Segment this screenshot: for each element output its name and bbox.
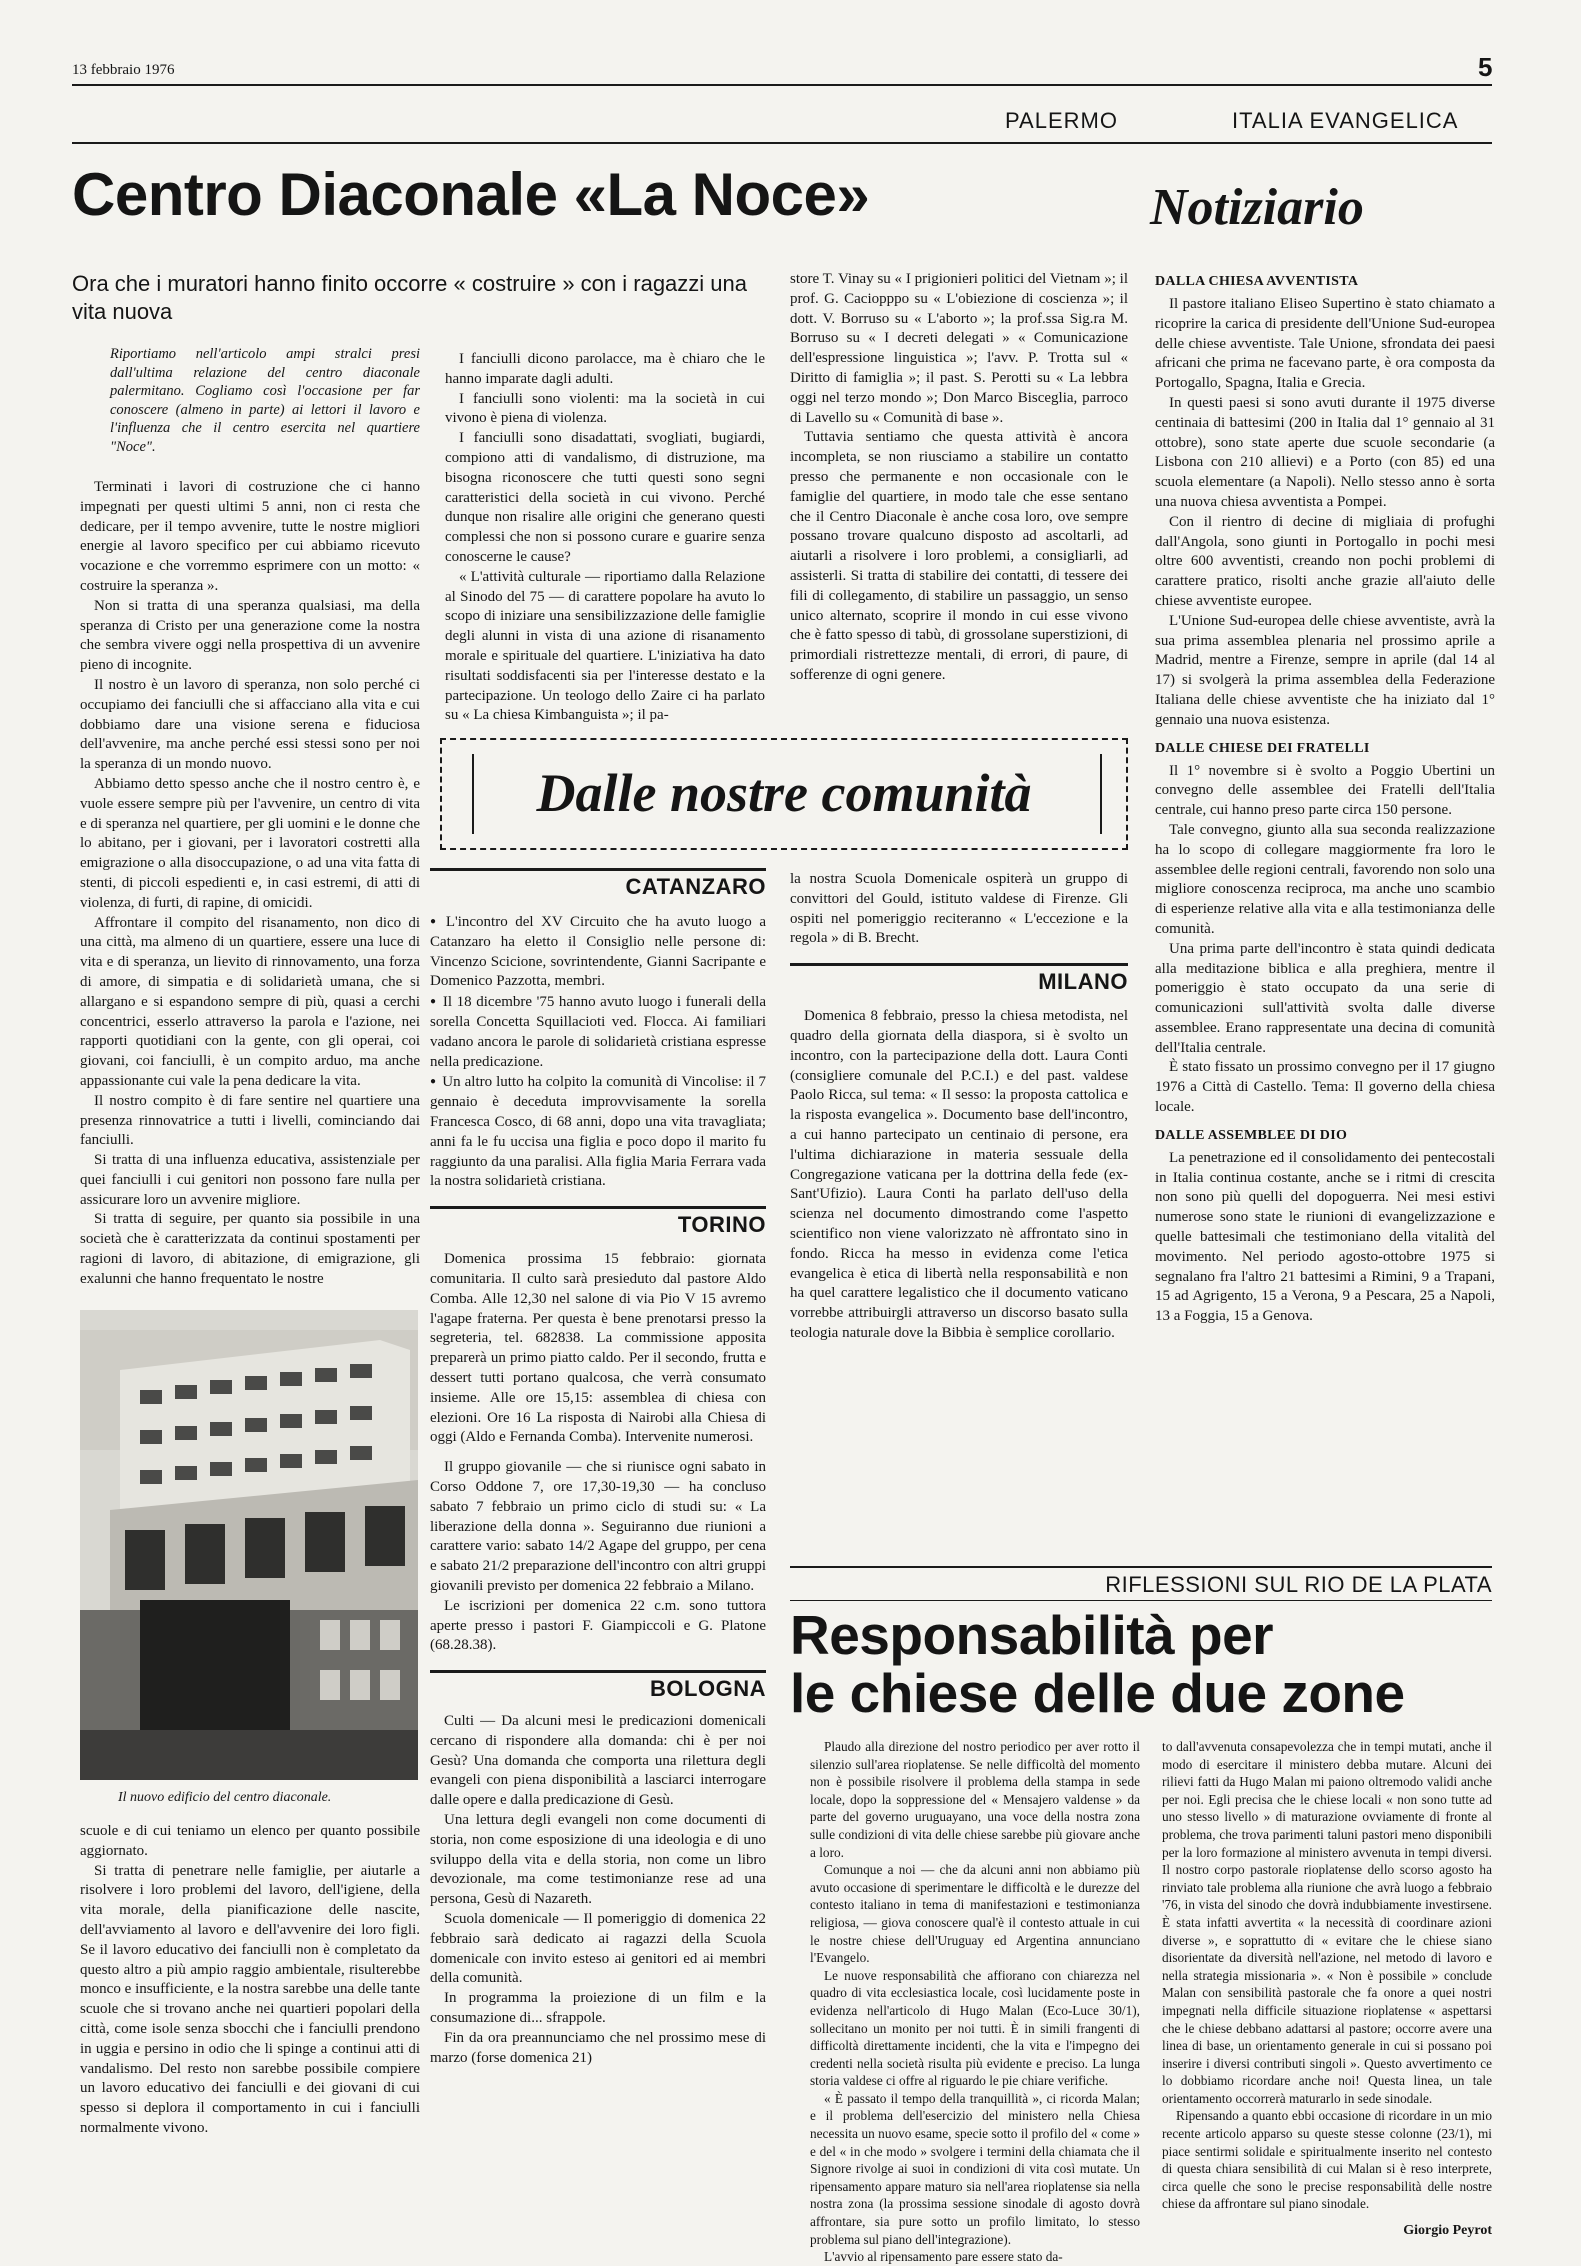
notiziario-col [1155, 270, 1495, 1327]
paragraph: È stato fissato un prossimo convegno per il 17 giugno 1976 a Città di Castello. Tema: Il governo della chiesa locale. [1155, 1059, 1495, 1116]
paragraph: I fanciulli dicono parolacce, ma è chiaro che le hanno imparate dagli adulti. [445, 351, 765, 387]
paragraph: store T. Vinay su « I prigionieri politici del Vietnam »; il prof. G. Caciopppo su « L'obiezione di coscienza »; il dott. V. Borruso su « L'aborto »; la prof.ssa Sig.ra M. Borruso su « I decreti delegati » « Comunicazione dell'espressione linguistica »; l'avv. P. Trotta sul « Diritto di famiglia »; il past. S. Perotti su « La lebbra oggi nel terzo mondo »; Don Marco Bisceglia, parroco di Lavello su « Comunità di base ». [790, 271, 1128, 426]
article1-col3 [790, 270, 1128, 686]
article3-col2 [1162, 1738, 1492, 2239]
article-intro: Riportiamo nell'articolo ampi stralci presi dall'ultima relazione del centro diaconale palermitano. Cogliamo così l'occasione per far conoscere (almeno in parte) ai lettori il lavoro e l'influenza che il centro esercita nel quartiere "Noce". [110, 346, 420, 455]
notiziario-heading: DALLA CHIESA AVVENTISTA [1155, 274, 1359, 289]
notiziario-title: Notiziario [1150, 179, 1364, 236]
comunita-col-right [790, 870, 1128, 1344]
paragraph: scuole e di cui teniamo un elenco per quanto possibile aggiornato. [80, 1823, 420, 1859]
paragraph: Si tratta di seguire, per quanto sia possibile in una società che è caratterizzata da continui spostamenti per ragioni di lavoro, di abitazione, di emigrazione, gli exalunni che hanno frequentato le nostre [80, 1211, 420, 1287]
page-number: 5 [1478, 52, 1493, 82]
section-italia-evangelica: ITALIA EVANGELICA [1232, 108, 1459, 133]
article-title: Centro Diaconale «La Noce» [72, 161, 870, 228]
paragraph: Terminati i lavori di costruzione che ci hanno impegnati per questi ultimi 5 anni, non ci resta che dedicare, per il tempo avvenire, tutte le nostre migliori energie al lavoro specifico per cui abbiamo ricevuto vocazione e che vorremmo esprimere con un motto: « costruire la speranza ». [80, 479, 420, 594]
photo-caption: Il nuovo edificio del centro diaconale. [118, 1790, 332, 1805]
paragraph: L'avvio al ripensamento pare essere stato da- [824, 2249, 1063, 2265]
paragraph: Non si tratta di una speranza qualsiasi, ma della speranza di Cristo per una generazione come la nostra che sembra vivere oggi nella prospettiva di un avvenire pieno di incognite. [80, 597, 420, 674]
paragraph: In programma la proiezione di un film e la consumazione di... sfrappole. [430, 1990, 766, 2027]
paragraph: Una lettura degli evangeli non come documenti di storia, non come esposizione di una ideologia e di uno sviluppo della vita e della storia, non come un libro devozionale, ma come testimonianze rese ad una persona, Gesù di Nazareth. [430, 1812, 766, 1908]
building-photo [80, 1310, 418, 1780]
city-bologna: BOLOGNA [430, 1670, 766, 1702]
paragraph: Ripensando a quanto ebbi occasione di ricordare in un mio recente articolo apparso su queste stesse colonne (23/1), mi piace sentirmi solidale e spiritualmente inserito nel contesto di questa chiara sensibilità di cui Malan si è reso interprete, circa quelle che sono le precise responsabilità delle nostre chiese da affrontare sul piano sinodale. [1162, 2108, 1492, 2212]
paragraph: Il pastore italiano Eliseo Supertino è stato chiamato a ricoprire la carica di presidente dell'Unione Sud-europea delle chiese avventiste. Tale Unione, sfrondata dei paesi africani che prima ne facevano parte, è ora composta da Portogallo, Spagna, Italia e Grecia. [1155, 296, 1495, 392]
paragraph: Domenica 8 febbraio, presso la chiesa metodista, nel quadro della giornata della diaspora, si è svolto un incontro, con la partecipazione della dott. Laura Conti (consigliere comunale del P.C.I.) e del past. valdese Paolo Ricca, sul tema: « Il sesso: la proposta cattolica e la risposta evangelica ». Documento base dell'incontro, a cui hanno partecipato un centinaio di persone, era l'ultima dichiarazione in materia sessuale della Congregazione vaticana per la dottrina della fede (ex-Sant'Ufizio). Laura Conti ha parlato dell'uso della scienza nel documento dimostrando come l'aspetto scientifico non viene valorizzato nè affrontato sino in fondo. Ricca ha messo in evidenza come l'etica evangelica è etica di libertà nella responsabilità e non ha quel carattere legalistico che il documento vaticano vorrebbe attribuirgli attraverso un discorso basato sulla teologia naturale dove la Bibbia è semplice corollario. [790, 1008, 1128, 1341]
article1-col2 [445, 350, 765, 726]
paragraph: Si tratta di una influenza educativa, assistenziale per quei fanciulli i cui genitori non possono fare nulla per assicurare loro un avvenire migliore. [80, 1152, 420, 1208]
city-catanzaro: CATANZARO [430, 868, 766, 900]
paragraph: la nostra Scuola Domenicale ospiterà un gruppo di convittori del Gould, istituto valdese di Firenze. Gli ospiti nel pomeriggio reciteranno « L'eccezione e la regola » di B. Brecht. [790, 871, 1128, 947]
article3-kicker: RIFLESSIONI SUL RIO DE LA PLATA [790, 1566, 1492, 1601]
paragraph: Tuttavia sentiamo che questa attività è ancora incompleta, se non riusciamo a stabilire un contatto presso che permanente e non occasionale con le famiglie del quartiere, in modo tale che esse sentano che il Centro Diaconale è anche cosa loro, ove sempre possano trovare qualcuno disposto ad ascoltarli, ad aiutarli a risolvere i loro problemi, a consigliarli, ad assisterli. Si tratta di stabilire dei contatti, di tessere dei fili di collegamento, di stabilire un passaggio, un senso unico alternato, scoprire il mondo in cui esse vivono che è fatto spesso di tabù, di grossolane superstizioni, di primordiali ristrettezze mentali, di errori, di paure, di sofferenze di ogni genere. [790, 429, 1128, 683]
paragraph: Fin da ora preannunciamo che nel prossimo mese di marzo (forse domenica 21) [430, 2029, 766, 2066]
paragraph: Il gruppo giovanile — che si riunisce ogni sabato in Corso Oddone 7, ore 17,30-19,30 — ha concluso sabato 7 febbraio un primo ciclo di studi su: « La liberazione della donna ». Seguiranno due riunioni a carattere vario: sabato 14/2 Agape del gruppo, per cena e sabato 21/2 preparazione dell'incontro con altri gruppi giovanili previsto per domenica 22 febbraio a Milano. [430, 1459, 766, 1594]
section-palermo: PALERMO [1005, 108, 1118, 133]
paragraph: Le nuove responsabilità che affiorano con chiarezza nel quadro di vita ecclesiastica locale, così lucidamente poste in evidenza nell'articolo di Hugo Malan (Eco-Luce 30/1), sollecitano un monito per noi tutti. È in simili frangenti di difficoltà direttamente incidenti, che la vita e l'impegno dei credenti nella società risulta più evidente e preciso. La lunga storia valdese ci offre al riguardo le pie chiare verifiche. [810, 1967, 1140, 2089]
paragraph: I fanciulli sono violenti: ma la società in cui vivono è piena di violenza. [445, 390, 765, 427]
comunita-banner [440, 738, 1128, 850]
paragraph: Domenica prossima 15 febbraio: giornata comunitaria. Il culto sarà presieduto dal pastore Aldo Comba. Alle 12,30 nel salone di via Pio V 15 avremo l'agape fraterna. Per questa è bene prenotarsi presso la segreteria, tel. 682838. La commissione apposita preparerà un primo piatto caldo. Per il secondo, frutta e dessert tutti portano qualcosa, che verrà consumato insieme. Alle ore 15,15: assemblea di chiesa con elezioni. Ore 16 La risposta di Nairobi alla Chiesa di oggi (Aldo e Fernanda Comba). Intervenite numerosi. [430, 1251, 766, 1446]
paragraph: Con il rientro di decine di migliaia di profughi dall'Angola, sono giunti in Portogallo in pochi mesi oltre 600 avventisti, creando non pochi problemi di carattere pratico, risolti anche grazie all'aiuto delle chiese avventiste europee. [1155, 513, 1495, 609]
paragraph: I fanciulli sono disadattati, svogliati, bugiardi, compiono atti di vandalismo, di distruzione, ma bisogna riconoscere che tutti questi sono segni caratteristici della società in cui vivono. Perché dunque non risalire alle origini che generano questi complessi che non si possono curare e guarire senza conoscerne le cause? [445, 430, 765, 565]
paragraph: Culti — Da alcuni mesi le predicazioni domenicali cercano di rispondere alla domanda: chi è per noi Gesù? Una domanda che comporta una rilettura degli evangeli con piena disponibilità a lasciarci interrogare dalle opere e dalla predicazione di Gesù. [430, 1713, 766, 1809]
paragraph: Il nostro è un lavoro di speranza, non solo perché ci occupiamo dei fanciulli che si affacciano alla vita e cui dobbiamo dare una visione serena e fiduciosa dell'avvenire, ma anche perché essi stessi sono per noi la speranza di un mondo nuovo. [80, 676, 420, 773]
bullet-item: ● Un altro lutto ha colpito la comunità di Vincolise: il 7 gennaio è deceduta improvvisamente la sorella Francesca Cosco, di 68 anni, dopo una vita travagliata; anni fa le fu uccisa una figlia e poco dopo il marito fu raggiunto da una paralisi. Alla figlia Maria Ferrara vada la nostra solidarietà cristiana. [430, 1072, 766, 1192]
paragraph: Le iscrizioni per domenica 22 c.m. sono tuttora aperte presso i pastori F. Giampiccoli e G. Platone (68.28.38). [430, 1597, 766, 1654]
article3-title-line1: Responsabilità per [790, 1604, 1274, 1666]
paragraph: Una prima parte dell'incontro è stata quindi dedicata alla meditazione biblica e alla preghiera, mentre il pomeriggio è stato occupato da una serie di comunicazioni sull'attività svolta dalle diverse assemblee. Erano rappresentate una decina di comunità dell'Italia centrale. [1155, 940, 1495, 1056]
section-rule [72, 142, 1492, 144]
paragraph: Plaudo alla direzione del nostro periodico per aver rotto il silenzio sull'area rioplatense. Se nelle difficoltà del momento non è possibile risolvere il problema della stampa in sede locale, dopo la soppressione del « Mensajero valdense » da parte del governo uruguayano, una voce della nostra zona sulle condizioni di vita delle chiese sarebbe più giovare anche a loro. [810, 1739, 1140, 1860]
city-torino: TORINO [430, 1206, 766, 1238]
bullet-item: ● L'incontro del XV Circuito che ha avuto luogo a Catanzaro ha eletto il Consiglio nelle persone di: Vincenzo Scicione, sovrintendente, Gianni Sacripante e Domenico Pazzotta, membri. [430, 912, 766, 992]
paragraph: Si tratta di penetrare nelle famiglie, per aiutarle a risolvere i loro problemi del lavoro, dell'igiene, della vita morale, della pianificazione delle nascite, dell'avviamento al lavoro e dell'avvenire dei loro figli. Se il lavoro educativo dei fanciulli non è completato da questo altro a più ampio raggio ambientale, risulterebbe monco e insufficiente, e la nostra sarebbe una delle tante scuole che si trovano anche nei quartieri popolari della città, come isole senza sbocchi che i fanciulli prendono in uggia e persino in odio che li spinge a continui atti di vandalismo. Del resto non sarebbe possibile compiere un lavoro educativo dei fanciulli e dei giovani di cui spesso si deplora il comportamento in cui i fanciulli normalmente vivono. [80, 1862, 420, 2136]
article-subtitle: Ora che i muratori hanno finito occorre « costruire » con i ragazzi una vita nuova [72, 271, 747, 324]
paragraph: Comunque a noi — che da alcuni anni non abbiamo più avuto occasione di sperimentare le difficoltà e le durezze del contesto italiano in tema di manifestazioni e testimonianza religiosa, — giova conoscere qual'è il contesto attuale in cui le nostre chiese dell'Uruguay ed Argentina annunciano l'Evangelo. [810, 1862, 1140, 1966]
comunita-col-left [430, 868, 766, 2068]
article1-col1b [80, 1822, 420, 2139]
article3-signature: Giorgio Peyrot [1403, 2223, 1492, 2239]
paragraph: In questi paesi si sono avuti durante il 1975 diverse centinaia di battesimi (200 in Italia dal 1° gennaio al 31 ottobre), sono state aperte due scuole secondarie (a Lisbona con 210 allievi) e a Porto (con 85) ed una scuola elementare (a Napoli). Nello stesso anno è sorta una nuova chiesa avventista a Pompei. [1155, 394, 1495, 510]
paragraph: Scuola domenicale — Il pomeriggio di domenica 22 febbraio sarà dedicato ai ragazzi della Scuola domenicale con invito esteso ai genitori ed ai membri della comunità. [430, 1911, 766, 1987]
paragraph: « L'attività culturale — riportiamo dalla Relazione al Sinodo del 75 — di carattere popolare ha avuto lo scopo di iniziare una sensibilizzazione delle famiglie degli alunni in vista di una azione di risanamento morale e spirituale del quartiere. L'iniziativa ha dato risultati soddisfacenti sia per l'interesse destato e la partecipazione. Un teologo dello Zaire ci ha parlato su « La chiesa Kimbanguista »; il pa- [445, 568, 765, 724]
building-photo-image [80, 1310, 418, 1780]
paragraph: Il 1° novembre si è svolto a Poggio Ubertini un convegno delle assemblee dei Fratelli dell'Italia centrale, cui hanno preso parte circa 150 persone. [1155, 762, 1495, 819]
paragraph: Abbiamo detto spesso anche che il nostro centro è, e vuole essere sempre più per l'avvenire, un centro di vita e di speranza nel quartiere, per gli uomini e le donne che lo abitano, per i giovani, per i lavoratori costretti alla emigrazione o alla disoccupazione, o ad una vita fatta di stenti, di piccoli espedienti e, in casi estremi, di atti di violenza, di furti, di rapine, di omicidi. [80, 775, 420, 911]
paragraph: La penetrazione ed il consolidamento dei pentecostali in Italia continua costante, anche se i ritmi di crescita non sono più quelli del dopoguerra. Nei mesi estivi numerose sono state le riunioni di evangelizzazione e quelle battesimali che testimoniano della vitalità del movimento. Nel periodo agosto-ottobre 1975 si segnalano fra l'altro 21 battesimi a Rimini, 9 a Trapani, 15 ad Agrigento, 15 a Verona, 9 a Pescara, 25 a Napoli, 13 a Foggia, 15 a Genova. [1155, 1149, 1495, 1325]
city-milano: MILANO [790, 963, 1128, 995]
paragraph: Il nostro compito è di fare sentire nel quartiere una presenza rinnovatrice a tutti i livelli, cominciando dai fanciulli. [80, 1092, 420, 1149]
notiziario-heading: DALLE CHIESE DEI FRATELLI [1155, 740, 1370, 756]
paragraph: « È passato il tempo della tranquillità », ci ricorda Malan; e il problema dell'esercizio del ministero nella Chiesa necessita un nuovo esame, specie sotto il profilo del « come » e del « in che modo » svolgere i termini della chiamata che il Signore rivolge ai suoi in condizioni di vita così mutate. Un ripensamento appare maturo sia nell'area rioplatense sia nella nostra zona (la prossima sessione sinodale di agosto dovrà affrontare, sia pure sotto un profilo limitato, lo stesso problema sul piano dell'integrazione). [810, 2090, 1140, 2247]
paragraph: Affrontare il compito del risanamento, non dico di una città, ma almeno di un quartiere, essere una luce di vita e di speranza, un lievito di rinnovamento, una forza di amore, di simpatia e di solidarietà umana, che si allargano e si espandono sempre di più, quasi a cerchi concentrici, esserlo attraverso la parola e l'azione, nei rapporti quotidiani con la gente, con gli operai, coi giovani, coi fanciulli, è un compito arduo, ma anche appassionante cui vale la pena dedicare la vita. [80, 914, 420, 1089]
article3-col1 [810, 1738, 1140, 2266]
paragraph: Tale convegno, giunto alla sua seconda realizzazione ha lo scopo di collegare maggiormente fra loro le assemblee delle regioni centrali, favorendo non solo una migliore conoscenza reciproca, ma anche uno scambio di esperienze relative alla vita e alla testimonianza delle comunità. [1155, 821, 1495, 937]
notiziario-heading: DALLE ASSEMBLEE DI DIO [1155, 1127, 1348, 1143]
bullet-item: ● Il 18 dicembre '75 hanno avuto luogo i funerali della sorella Concetta Squillacioti ved. Flocca. Ai familiari vadano ancora le parole di solidarietà cristiana espresse nella predicazione. [430, 992, 766, 1072]
paragraph: to dall'avvenuta consapevolezza che in tempi mutati, anche il modo di esercitare il ministero debba mutare. Alcuni dei rilievi fatti da Hugo Malan mi paiono oltremodo validi anche per noi. Egli precisa che le chiese locali « non sono tutte ad uno stesso livello » di maturazione ovviamente di fronte al problema, che trova parimenti taluni pastori meno disponibili per la loro formazione al ministero avvenuta in tempi diversi. Il nostro corpo pastorale rioplatense dello scorso agosto ha rinviato tale problema alla riunione che avrà luogo a febbraio '76, in vista del sinodo che dovrà indubbiamente investirsene. È stata infatti avvertita « la necessità di coordinare azioni diverse », e soprattutto di « evitare che le chiese siano disorientate da diversità nell'azione, nel metodo di lavoro e nella strategia missionaria ». « Non è possibile » conclude Malan con sensibilità pastorale che fa onore a quei nostri impegnati nella difficile situazione rioplatense « aspettarsi che le chiese debbano adattarsi al pastore; occorre avere una linea di base, un orientamento generale in cui si possano poi inserire i diversi contributi singoli ». Questo avvertimento ce lo dobbiamo ricordare anche noi! Questa linea, un tale orientamento occorrerà maturarlo in sede sinodale. [1162, 1739, 1492, 2106]
paragraph: L'Unione Sud-europea delle chiese avventiste, avrà la sua prima assemblea plenaria nel prossimo aprile a Madrid, mentre a Firenze, sempre in aprile (dal 14 al 17) si svolgerà la prima assemblea della Federazione Italiana delle chiese avventiste che ha iniziato dal 1° gennaio una nuova esistenza. [1155, 612, 1495, 728]
article3-title [790, 1606, 1500, 1722]
header-rule [72, 84, 1492, 86]
page-date: 13 febbraio 1976 [72, 62, 175, 78]
comunita-banner-title: Dalle nostre comunità [536, 763, 1032, 823]
article3-title-line2: le chiese delle due zone [790, 1662, 1405, 1724]
article1-col1 [80, 345, 420, 1290]
